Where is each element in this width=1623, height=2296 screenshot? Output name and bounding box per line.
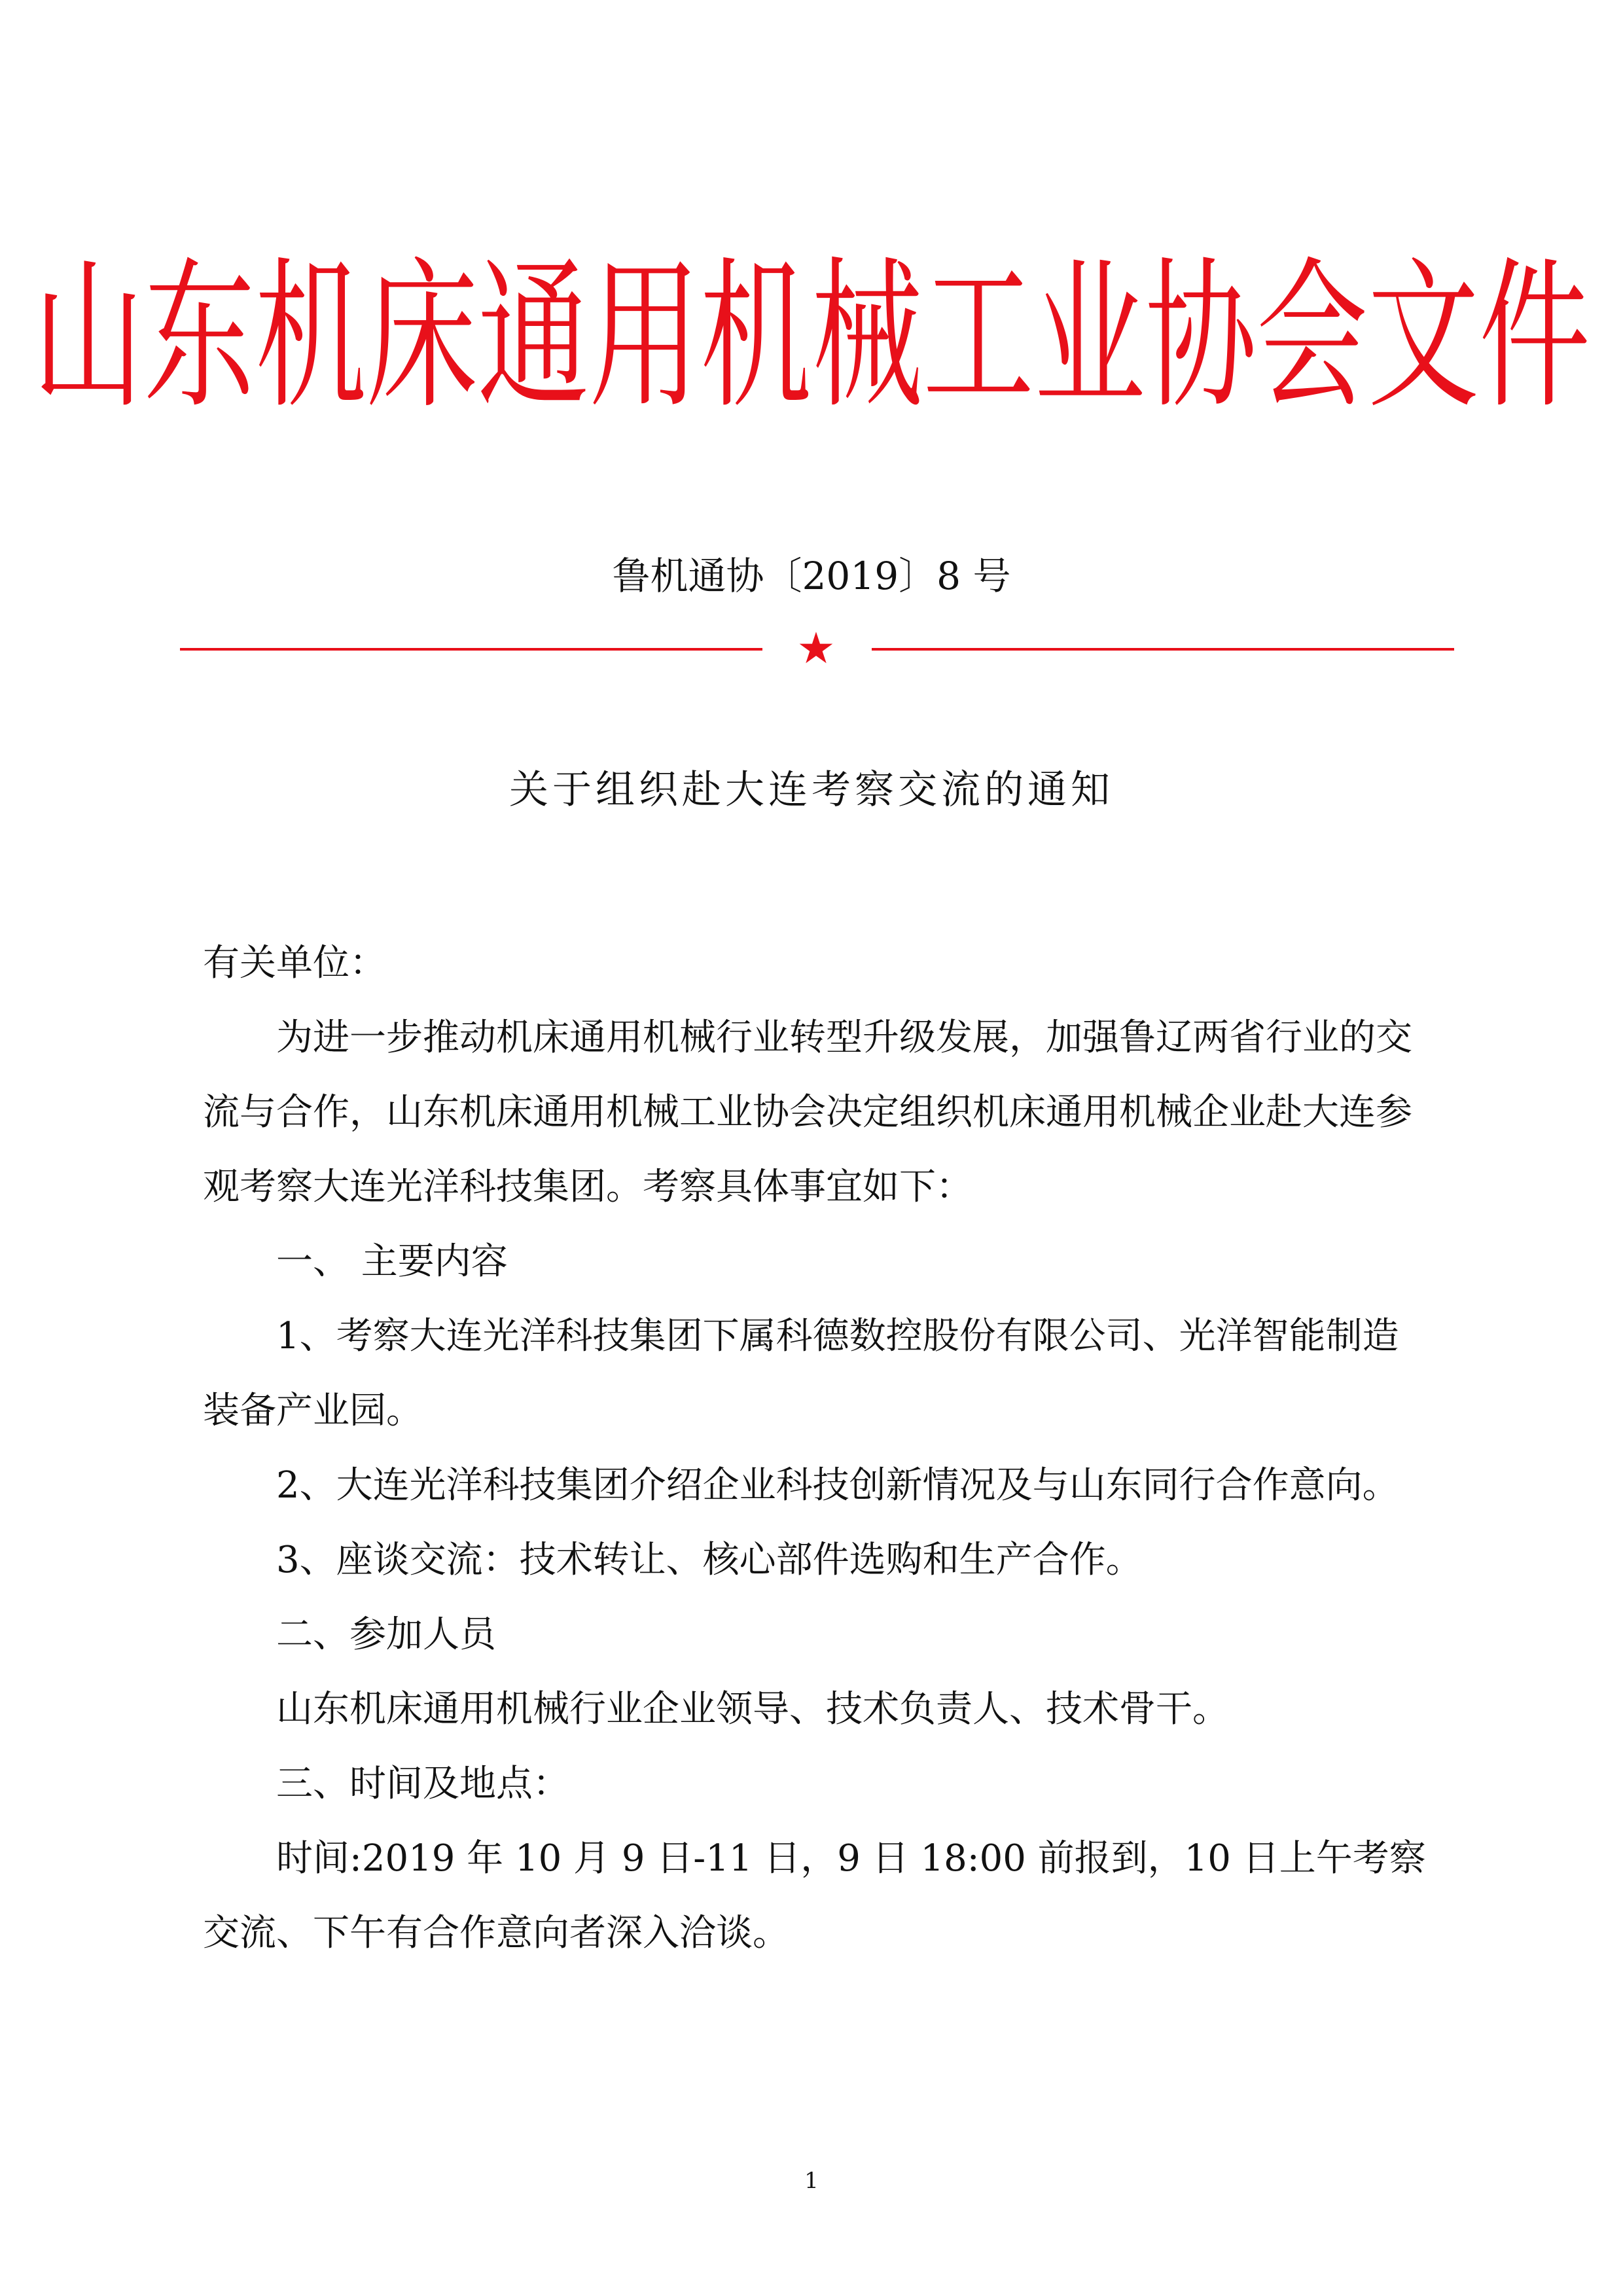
section-heading-time-place: 三、时间及地点： — [276, 1763, 569, 1805]
org-header-title: 山东机床通用机械工业协会文件 — [32, 243, 1590, 431]
section-heading-participants: 二、参加人员 — [276, 1613, 496, 1656]
participants-text: 山东机床通用机械行业企业领导、技术负责人、技术骨干。 — [276, 1688, 1229, 1731]
content-item-2: 2、大连光洋科技集团介绍企业科技创新情况及与山东同行合作意向。 — [276, 1464, 1399, 1507]
notice-body — [203, 926, 1433, 1971]
notice-subject: 关于组织赴大连考察交流的通知 — [509, 767, 1114, 813]
content-item-3: 3、座谈交流：技术转让、核心部件选购和生产合作。 — [276, 1539, 1143, 1581]
header-divider-right — [872, 648, 1454, 651]
section-heading-content: 一、 主要内容 — [276, 1240, 508, 1283]
star-icon: ★ — [796, 623, 836, 673]
document-number: 鲁机通协〔2019〕8 号 — [612, 554, 1011, 598]
time-text: 时间:2019 年 10 月 9 日-11 日，9 日 18:00 前报到，10 日上午考察交流、下午有合作意向者深入洽谈。 — [203, 1837, 1426, 1954]
header-divider-left — [180, 648, 762, 651]
content-item-1: 1、考察大连光洋科技集团下属科德数控股份有限公司、光洋智能制造装备产业园。 — [203, 1315, 1399, 1432]
addressee: 有关单位： — [203, 942, 386, 984]
page-number: 1 — [804, 2168, 819, 2194]
intro-paragraph: 为进一步推动机床通用机械行业转型升级发展，加强鲁辽两省行业的交流与合作，山东机床通用机械工业协会决定组织机床通用机械企业赴大连参观考察大连光洋科技集团。考察具体事宜如下： — [203, 1016, 1412, 1208]
